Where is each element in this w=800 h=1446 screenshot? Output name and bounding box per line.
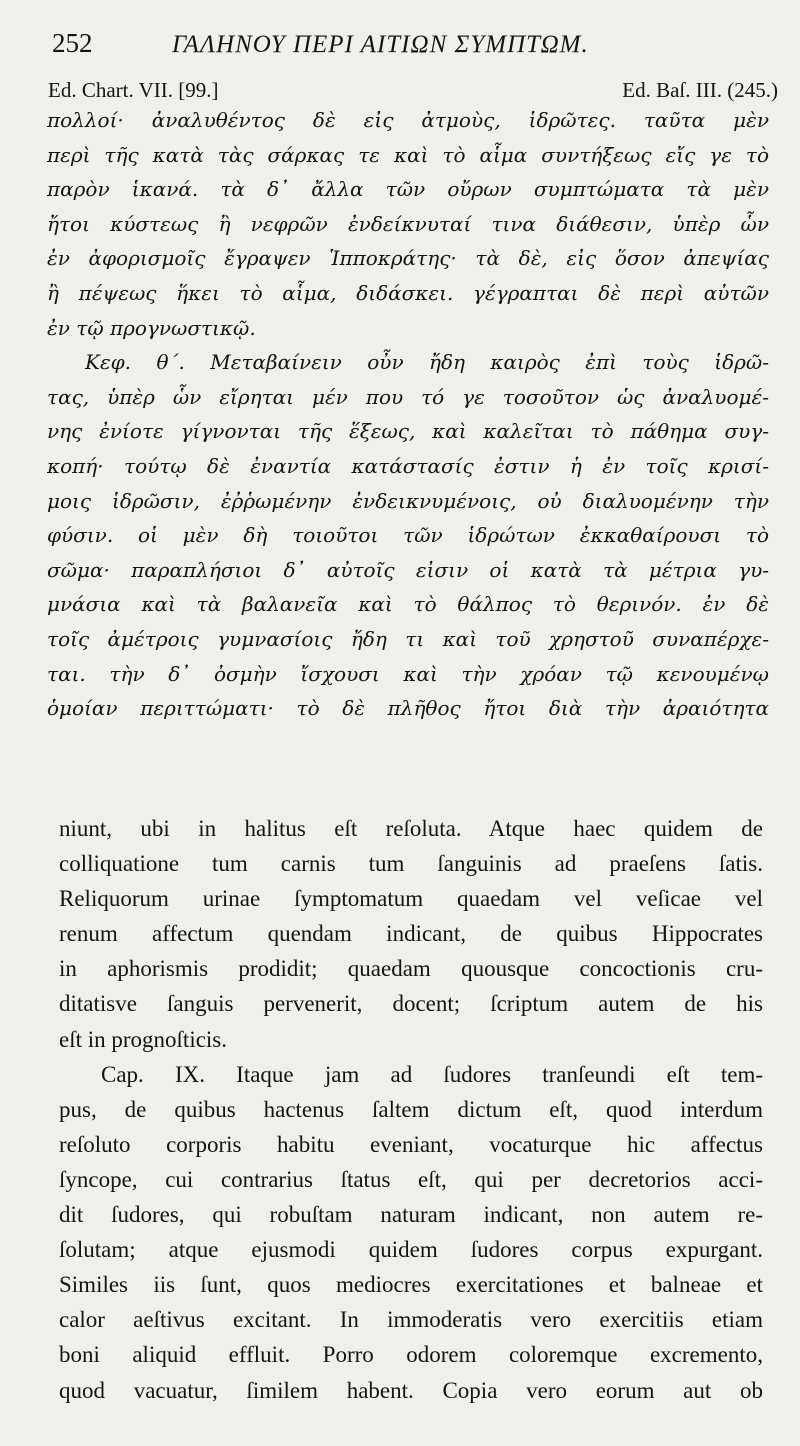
- latin-line: dit ſudores, qui robuſtam naturam indicant, non autem re-: [59, 1202, 763, 1228]
- latin-line: calor aeſtivus excitant. In immoderatis vero exercitiis etiam: [59, 1307, 763, 1333]
- edition-references: [48, 78, 778, 106]
- latin-line: in aphorismis prodidit; quaedam quousque concoctionis cru-: [59, 956, 763, 982]
- latin-line: Reliquorum urinae ſymptomatum quaedam vel veſicae vel: [59, 886, 763, 912]
- latin-line: Similes iis ſunt, quos mediocres exercitationes et balneae et: [59, 1272, 763, 1298]
- greek-line: ται. τὴν δ᾽ ὀσμὴν ἴσχουσι καὶ τὴν χρόαν τῷ κενουμένῳ: [47, 661, 769, 686]
- greek-line: νης ἐνίοτε γίγνονται τῆς ἕξεως, καὶ καλεῖται τὸ πάθημα συγ-: [47, 419, 769, 444]
- latin-line: niunt, ubi in halitus eſt reſoluta. Atque haec quidem de: [59, 816, 763, 841]
- greek-line: σῶμα· παραπλήσιοι δ᾽ αὐτοῖς εἰσιν οἱ κατὰ τὰ μέτρια γυ-: [47, 557, 769, 582]
- latin-line: pus, de quibus hactenus ſaltem dictum eſt, quod interdum: [59, 1096, 763, 1122]
- latin-line: ſyncope, cui contrarius ſtatus eſt, qui per decretorios acci-: [59, 1166, 763, 1192]
- greek-line: ἤτοι κύστεως ἢ νεφρῶν ἐνδείκνυταί τινα διάθεσιν, ὑπὲρ ὧν: [47, 211, 769, 236]
- greek-line: ἐν τῷ προγνωστικῷ.: [47, 315, 256, 340]
- latin-line: ditatisve ſanguis pervenerit, docent; ſcriptum autem de his: [59, 991, 763, 1017]
- greek-line: μοις ἱδρῶσιν, ἐῤῥωμένην ἐνδεικνυμένοις, οὐ διαλυομένην τὴν: [47, 488, 769, 513]
- greek-line: τοῖς ἀμέτροις γυμνασίοις ἤδη τι καὶ τοῦ χρηστοῦ συναπέρχε-: [47, 626, 769, 651]
- greek-line: τας, ὑπὲρ ὧν εἴρηται μέν που τό γε τοσοῦτον ὡς ἀναλυομέ-: [47, 384, 769, 409]
- page-header: [52, 28, 764, 62]
- greek-line: φύσιν. οἱ μὲν δὴ τοιοῦτοι τῶν ἱδρώτων ἐκκαθαίρουσι τὸ: [47, 523, 769, 548]
- latin-text-block: [59, 811, 763, 1408]
- page-number: 252: [52, 28, 93, 58]
- greek-line: ὁμοίαν περιττώματι· τὸ δὲ πλῆθος ἤτοι διὰ τὴν ἀραιότητα: [47, 696, 769, 721]
- latin-line: boni aliquid effluit. Porro odorem coloremque excremento,: [59, 1342, 763, 1368]
- latin-line: reſoluto corporis habitu eveniant, vocaturque hic affectus: [59, 1131, 763, 1157]
- greek-line: παρὸν ἱκανά. τὰ δ᾽ ἄλλα τῶν οὔρων συμπτώματα τὰ μὲν: [47, 177, 769, 202]
- greek-line: πολλοί· ἀναλυθέντος δὲ εἰς ἀτμοὺς, ἱδρῶτες. ταῦτα μὲν: [47, 108, 769, 132]
- greek-line: μνάσια καὶ τὰ βαλανεῖα καὶ τὸ θάλπος τὸ θερινόν. ἐν δὲ: [47, 592, 769, 617]
- edition-chartier: Ed. Chart. VII. [99.]: [48, 78, 219, 102]
- latin-line: eſt in prognoſticis.: [59, 1026, 228, 1052]
- greek-chapter-heading-line: Κεφ. θ΄. Μεταβαίνειν οὖν ἤδη καιρὸς ἐπὶ τοὺς ἱδρῶ-: [85, 350, 769, 375]
- running-title: ΓΑΛΗΝΟΥ ΠΕΡΙ ΑΙΤΙΩΝ ΣΥΜΠΤΩΜ.: [172, 31, 589, 58]
- latin-line: ſolutam; atque ejusmodi quidem ſudores corpus expurgant.: [59, 1237, 763, 1263]
- greek-line: περὶ τῆς κατὰ τὰς σάρκας τε καὶ τὸ αἷμα συντήξεως εἴς γε τὸ: [47, 142, 769, 167]
- greek-line: ἐν ἀφορισμοῖς ἔγραψεν Ἱπποκράτης· τὰ δὲ, εἰς ὅσον ἀπεψίας: [47, 246, 769, 271]
- latin-line: quod vacuatur, ſimilem habent. Copia vero eorum aut ob: [59, 1377, 763, 1403]
- greek-text-block: [47, 103, 769, 726]
- greek-line: ἢ πέψεως ἥκει τὸ αἷμα, διδάσκει. γέγραπται δὲ περὶ αὐτῶν: [47, 280, 769, 305]
- latin-line: colliquatione tum carnis tum ſanguinis ad praeſens ſatis.: [59, 851, 763, 877]
- edition-basel: Ed. Baſ. III. (245.): [622, 78, 778, 102]
- greek-line: κοπή· τούτῳ δὲ ἐναντία κατάστασίς ἐστιν ἡ ἐν τοῖς κρισί-: [47, 453, 769, 478]
- latin-chapter-heading-line: Cap. IX. Itaque jam ad ſudores tranſeundi eſt tem-: [101, 1061, 763, 1087]
- latin-line: renum affectum quendam indicant, de quibus Hippocrates: [59, 921, 763, 947]
